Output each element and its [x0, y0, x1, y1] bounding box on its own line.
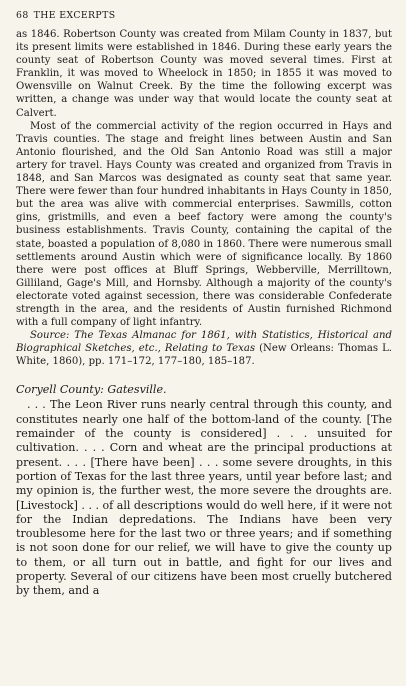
- excerpt-text: . . . The Leon River runs nearly central through this county, and constitutes nearly one half of the bottom-land of the county. [The remainder of the county is considered] . . . unsuited for cultivation. . . . Corn and wheat are the principal productions at present. . . . [There have been] . . . some severe droughts, in this portion of Texas for the last three years, until year before last; and my opinion is, the further west, the more severe the droughts are. [Livestock] . . . of all descriptions would do well here, if it were not for the Indian depredations. The Indians have been very troublesome here for the last two or three years; and if something is not soon done for our relief, we will have to give the county up to them, or all turn out in battle, and fight for our lives and property. Several of our citizens have been most cruelly butchered by them, and a: [16, 398, 392, 598]
- page-number: 68: [16, 10, 29, 21]
- excerpt-heading: Coryell County: Gatesville.: [16, 383, 167, 397]
- source-details: (New Orleans: Thomas L. White, 1860), pp. 171–172, 177–180, 185–187.: [16, 343, 392, 368]
- intro-block: [16, 28, 392, 368]
- source-citation: [16, 329, 392, 368]
- excerpt-block: [16, 398, 392, 598]
- source-title: The Texas Almanac for 1861, with Statistics, Historical and Biographical Sketches, etc., Relating to Texas: [16, 330, 392, 355]
- source-label: Source:: [30, 330, 70, 342]
- running-head: [16, 10, 392, 22]
- running-head-title: THE EXCERPTS: [33, 10, 116, 21]
- intro-paragraph-1: as 1846. Robertson County was created from Milam County in 1837, but its present limits were established in 1846. During these early years the county seat of Robertson County was moved several times. First at Franklin, it was moved to Wheelock in 1850; in 1855 it was moved to Owensville on Walnut Creek. By the time the following excerpt was written, a change was under way that would locate the county seat at Calvert.: [16, 29, 392, 119]
- intro-paragraph-2: Most of the commercial activity of the region occurred in Hays and Travis counties. The stage and freight lines between Austin and San Antonio flourished, and the Old San Antonio Road was still a major artery for travel. Hays County was created and organized from Travis in 1848, and San Marcos was designated as county seat that same year. There were fewer than four hundred inhabitants in Hays County in 1850, but the area was alive with commercial enterprises. Sawmills, cotton gins, gristmills, and even a beef factory were among the county's business establishments. Travis County, containing the capital of the state, boasted a population of 8,080 in 1860. There were numerous small settlements around Austin which were of significance locally. By 1860 there were post offices at Bluff Springs, Webberville, Merrilltown, Gilliland, Gage's Mill, and Hornsby. Although a majority of the county's electorate voted against secession, there was considerable Confederate strength in the area, and the residents of Austin furnished Richmond with a full company of light infantry.: [16, 120, 392, 329]
